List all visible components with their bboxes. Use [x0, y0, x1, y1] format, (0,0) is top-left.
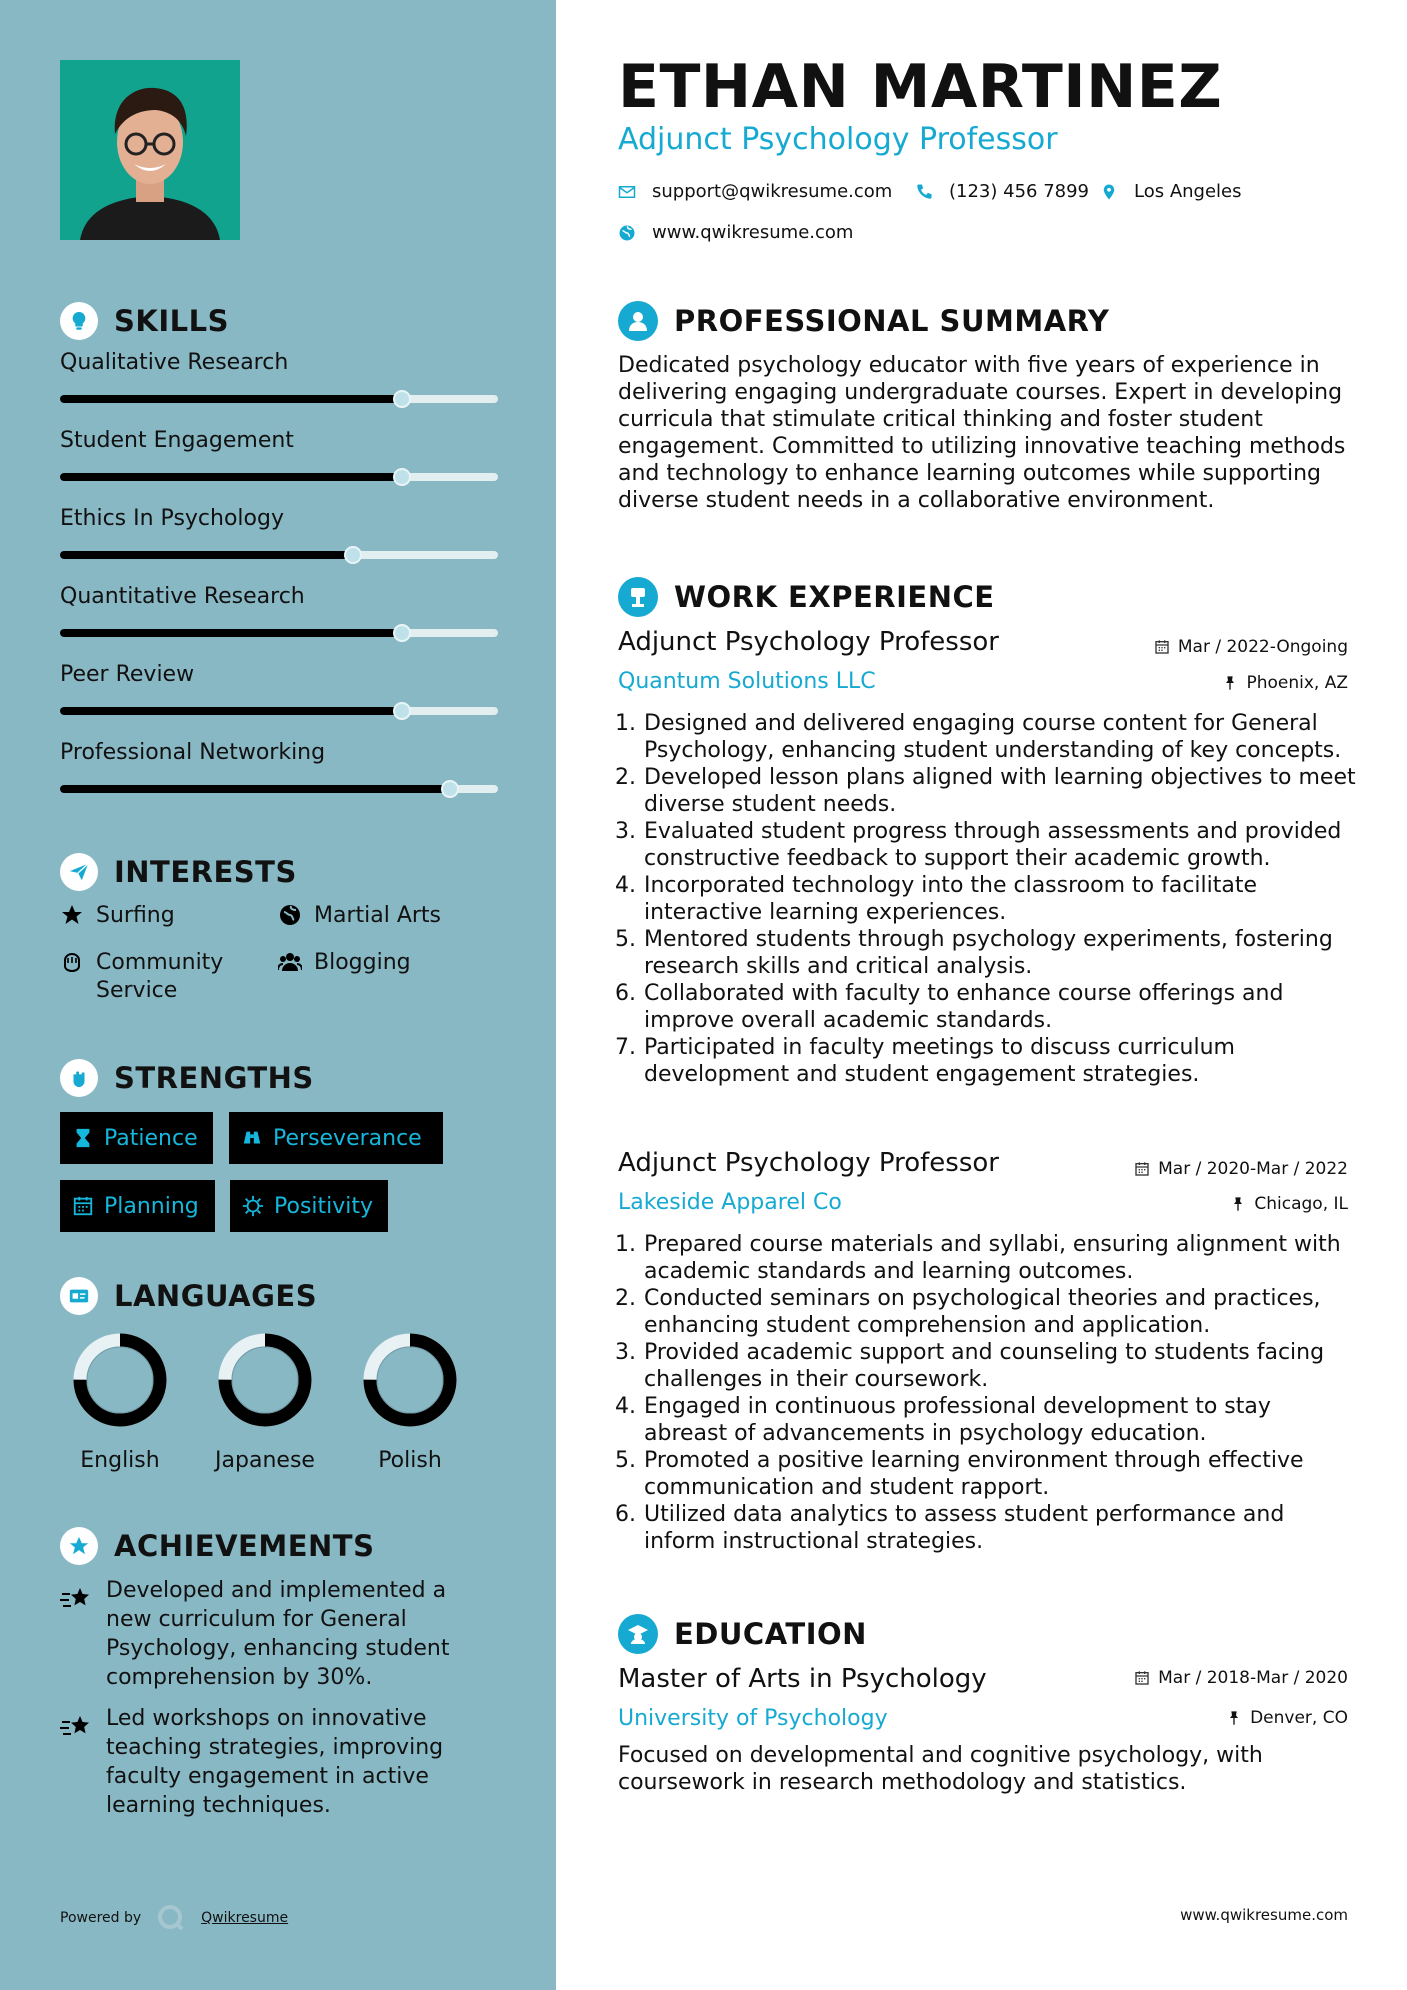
- job-company: Lakeside Apparel Co: [618, 1190, 842, 1215]
- bullet-number: 1.: [615, 1232, 636, 1257]
- website-text[interactable]: www.qwikresume.com: [652, 222, 854, 243]
- skill-item: [60, 662, 498, 715]
- job-dates-text: Mar / 2022-Ongoing: [1177, 637, 1348, 657]
- hourglass-icon: [72, 1127, 94, 1149]
- interests-title: INTERESTS: [114, 855, 297, 889]
- education-dates: [1134, 1668, 1348, 1688]
- education-text: Focused on developmental and cognitive psychology, with coursework in research methodology and statistics.: [618, 1743, 1263, 1795]
- achievement-text: Developed and implemented a new curriculum for General Psychology, enhancing student comprehension by 30%.: [106, 1578, 450, 1690]
- candidate-title: Adjunct Psychology Professor: [618, 122, 1058, 157]
- job-bullet: [610, 1339, 1360, 1393]
- job-bullet: [610, 764, 1360, 818]
- skill-bar: [60, 551, 498, 559]
- skill-bar-knob: [393, 390, 411, 408]
- achievement-item: [60, 1704, 480, 1820]
- job-bullet: [610, 980, 1360, 1034]
- strengths-heading: [60, 1059, 314, 1097]
- bullet-text: Provided academic support and counseling to students facing challenges in their coursework.: [644, 1340, 1325, 1392]
- job-bullet: [610, 926, 1360, 980]
- school: University of Psychology: [618, 1706, 888, 1731]
- interest-item: [60, 949, 260, 1005]
- sidebar: [0, 0, 556, 1990]
- summary-title: PROFESSIONAL SUMMARY: [674, 304, 1110, 338]
- strengths-title: STRENGTHS: [114, 1061, 314, 1095]
- hand-icon: [60, 950, 86, 976]
- education-dates-text: Mar / 2018-Mar / 2020: [1158, 1668, 1348, 1688]
- graduate-icon: [618, 1614, 658, 1654]
- skill-item: [60, 506, 498, 559]
- job-role: Adjunct Psychology Professor: [618, 1148, 999, 1178]
- location-text: Los Angeles: [1134, 181, 1242, 202]
- education-heading: [618, 1614, 867, 1654]
- calendar-icon: [1134, 1161, 1150, 1177]
- strength-label: Planning: [104, 1193, 199, 1219]
- bullet-number: 4.: [615, 873, 636, 898]
- interest-item: [278, 902, 441, 930]
- summary-text: Dedicated psychology educator with five years of experience in delivering engaging undergraduate courses. Expert in developing curricula that stimulate critical thinking and foster student engagement. Committed to utilizing innovative teaching methods and technology to enhance learning outcomes while supporting diverse student needs in a collaborative environment.: [618, 353, 1346, 513]
- skill-bar: [60, 785, 498, 793]
- skill-name: Student Engagement: [60, 428, 294, 453]
- bullet-text: Prepared course materials and syllabi, ensuring alignment with academic standards and learning outcomes.: [644, 1232, 1341, 1284]
- bullet-text: Promoted a positive learning environment through effective communication and student rapport.: [644, 1448, 1304, 1500]
- education-location-text: Denver, CO: [1250, 1708, 1348, 1728]
- users-icon: [278, 950, 304, 976]
- skill-name: Professional Networking: [60, 740, 326, 765]
- globe-icon: [618, 224, 636, 242]
- pushpin-icon: [1222, 675, 1238, 691]
- strength-label: Patience: [104, 1125, 198, 1151]
- calendar-icon: [72, 1195, 94, 1217]
- podium-icon: [618, 577, 658, 617]
- job-dates-text: Mar / 2020-Mar / 2022: [1158, 1159, 1348, 1179]
- skill-name: Qualitative Research: [60, 350, 289, 375]
- language-ring: [215, 1330, 315, 1430]
- job-location: [1230, 1194, 1348, 1214]
- job-bullet: [610, 1501, 1360, 1555]
- strength-tag: [60, 1112, 213, 1164]
- qwikresume-logo-icon: [157, 1904, 185, 1932]
- envelope-icon: [618, 183, 636, 201]
- job-bullet: [610, 818, 1360, 872]
- achievement-text: Led workshops on innovative teaching strategies, improving faculty engagement in active learning techniques.: [106, 1706, 444, 1818]
- language-ring: [70, 1330, 170, 1430]
- job-bullet: [610, 1285, 1360, 1339]
- bullet-number: 5.: [615, 1448, 636, 1473]
- sun-icon: [242, 1195, 264, 1217]
- bullet-text: Designed and delivered engaging course content for General Psychology, enhancing student understanding of key concepts.: [644, 711, 1342, 763]
- job-location-text: Chicago, IL: [1254, 1194, 1348, 1214]
- language-name: English: [80, 1448, 160, 1473]
- language-item: [340, 1330, 480, 1473]
- language-name: Polish: [378, 1448, 442, 1473]
- language-item: [195, 1330, 335, 1473]
- skill-bar-fill: [60, 551, 353, 559]
- strength-tag: [229, 1112, 443, 1164]
- calendar-icon: [1154, 639, 1170, 655]
- phone-icon: [915, 183, 933, 201]
- user-icon: [618, 301, 658, 341]
- degree: Master of Arts in Psychology: [618, 1664, 987, 1694]
- fist-icon: [60, 1059, 98, 1097]
- calendar-icon: [1134, 1670, 1150, 1686]
- skill-bar-knob: [393, 468, 411, 486]
- bullet-text: Developed lesson plans aligned with learning objectives to meet diverse student needs.: [644, 765, 1356, 817]
- skill-item: [60, 350, 498, 403]
- achievement-item: [60, 1576, 480, 1692]
- skills-title: SKILLS: [114, 304, 229, 338]
- shooting-star-icon: [60, 1710, 94, 1744]
- map-pin-icon: [1100, 183, 1118, 201]
- profile-photo: [60, 60, 240, 240]
- languages-title: LANGUAGES: [114, 1279, 318, 1313]
- bullet-number: 6.: [615, 1502, 636, 1527]
- skill-name: Peer Review: [60, 662, 195, 687]
- skill-bar-fill: [60, 473, 402, 481]
- interest-label: Community Service: [96, 950, 224, 1003]
- star-badge-icon: [60, 1527, 98, 1565]
- skill-bar-fill: [60, 629, 402, 637]
- shooting-star-icon: [60, 1582, 94, 1616]
- skill-name: Ethics In Psychology: [60, 506, 284, 531]
- skills-heading: [60, 302, 229, 340]
- bullet-text: Conducted seminars on psychological theories and practices, enhancing student comprehension and application.: [644, 1286, 1321, 1338]
- language-item: [50, 1330, 190, 1473]
- experience-heading: [618, 577, 995, 617]
- star-icon: [60, 903, 86, 929]
- bullet-number: 6.: [615, 981, 636, 1006]
- skill-bar: [60, 707, 498, 715]
- education-title: EDUCATION: [674, 1617, 867, 1651]
- interest-label: Martial Arts: [314, 903, 442, 928]
- bullet-number: 2.: [615, 1286, 636, 1311]
- job-bullets: [610, 1231, 1360, 1555]
- powered-by: [60, 1904, 288, 1932]
- bullet-number: 3.: [615, 819, 636, 844]
- candidate-name: ETHAN MARTINEZ: [618, 52, 1223, 122]
- interest-item: [278, 949, 411, 977]
- bullet-number: 5.: [615, 927, 636, 952]
- job-location: [1222, 673, 1348, 693]
- bullet-number: 3.: [615, 1340, 636, 1365]
- job-bullets: [610, 710, 1360, 1088]
- paper-plane-icon: [60, 853, 98, 891]
- bullet-number: 2.: [615, 765, 636, 790]
- bullet-text: Engaged in continuous professional development to stay abreast of advancements in psychology education.: [644, 1394, 1271, 1446]
- footer-url[interactable]: www.qwikresume.com: [1180, 1906, 1348, 1924]
- bullet-number: 4.: [615, 1394, 636, 1419]
- bullet-text: Evaluated student progress through assessments and provided constructive feedback to support their academic growth.: [644, 819, 1342, 871]
- job-dates: [1134, 1159, 1348, 1179]
- language-name: Japanese: [215, 1448, 315, 1473]
- skill-bar: [60, 473, 498, 481]
- strength-tag: [60, 1180, 215, 1232]
- languages-heading: [60, 1277, 317, 1315]
- qwikresume-link[interactable]: Qwikresume: [201, 1910, 289, 1926]
- email-contact: [618, 181, 892, 202]
- education-location: [1226, 1708, 1348, 1728]
- achievements-title: ACHIEVEMENTS: [114, 1529, 375, 1563]
- bullet-text: Incorporated technology into the classroom to facilitate interactive learning experiences.: [644, 873, 1258, 925]
- skill-item: [60, 428, 498, 481]
- skill-bar-fill: [60, 707, 402, 715]
- skill-bar-fill: [60, 785, 450, 793]
- bullet-number: 7.: [615, 1035, 636, 1060]
- interests-heading: [60, 853, 297, 891]
- job-bullet: [610, 1447, 1360, 1501]
- skill-bar: [60, 395, 498, 403]
- job-bullet: [610, 1034, 1360, 1088]
- achievements-heading: [60, 1527, 374, 1565]
- job-role: Adjunct Psychology Professor: [618, 627, 999, 657]
- job-bullet: [610, 872, 1360, 926]
- language-card-icon: [60, 1277, 98, 1315]
- interest-item: [60, 902, 175, 930]
- skill-name: Quantitative Research: [60, 584, 305, 609]
- job-company: Quantum Solutions LLC: [618, 669, 876, 694]
- strength-label: Perseverance: [273, 1125, 422, 1151]
- skill-item: [60, 740, 498, 793]
- website-contact: [618, 222, 853, 243]
- skill-bar-knob: [344, 546, 362, 564]
- phone-text[interactable]: (123) 456 7899: [949, 181, 1090, 202]
- bullet-text: Collaborated with faculty to enhance course offerings and improve overall academic standards.: [644, 981, 1284, 1033]
- skill-bar-knob: [393, 702, 411, 720]
- bullet-number: 1.: [615, 711, 636, 736]
- globe-icon: [278, 903, 304, 929]
- job-dates: [1154, 637, 1348, 657]
- skill-bar-knob: [441, 780, 459, 798]
- experience-title: WORK EXPERIENCE: [674, 580, 995, 614]
- pushpin-icon: [1226, 1710, 1242, 1726]
- location-contact: [1100, 181, 1242, 202]
- job-bullet: [610, 710, 1360, 764]
- job-bullet: [610, 1231, 1360, 1285]
- binoculars-icon: [241, 1127, 263, 1149]
- bullet-text: Participated in faculty meetings to discuss curriculum development and student engagement strategies.: [644, 1035, 1235, 1087]
- interest-label: Blogging: [314, 950, 411, 975]
- skill-bar-fill: [60, 395, 402, 403]
- powered-by-label: Powered by: [60, 1910, 142, 1926]
- bullet-text: Mentored students through psychology experiments, fostering research skills and critical analysis.: [644, 927, 1333, 979]
- language-ring: [360, 1330, 460, 1430]
- bullet-text: Utilized data analytics to assess student performance and inform instructional strategies.: [644, 1502, 1285, 1554]
- strength-label: Positivity: [274, 1193, 374, 1219]
- lightbulb-icon: [60, 302, 98, 340]
- email-text[interactable]: support@qwikresume.com: [652, 181, 893, 202]
- summary-heading: [618, 301, 1109, 341]
- skill-item: [60, 584, 498, 637]
- pushpin-icon: [1230, 1196, 1246, 1212]
- skill-bar: [60, 629, 498, 637]
- skill-bar-knob: [393, 624, 411, 642]
- job-bullet: [610, 1393, 1360, 1447]
- strength-tag: [230, 1180, 388, 1232]
- interest-label: Surfing: [96, 903, 175, 928]
- phone-contact: [915, 181, 1089, 202]
- job-location-text: Phoenix, AZ: [1246, 673, 1348, 693]
